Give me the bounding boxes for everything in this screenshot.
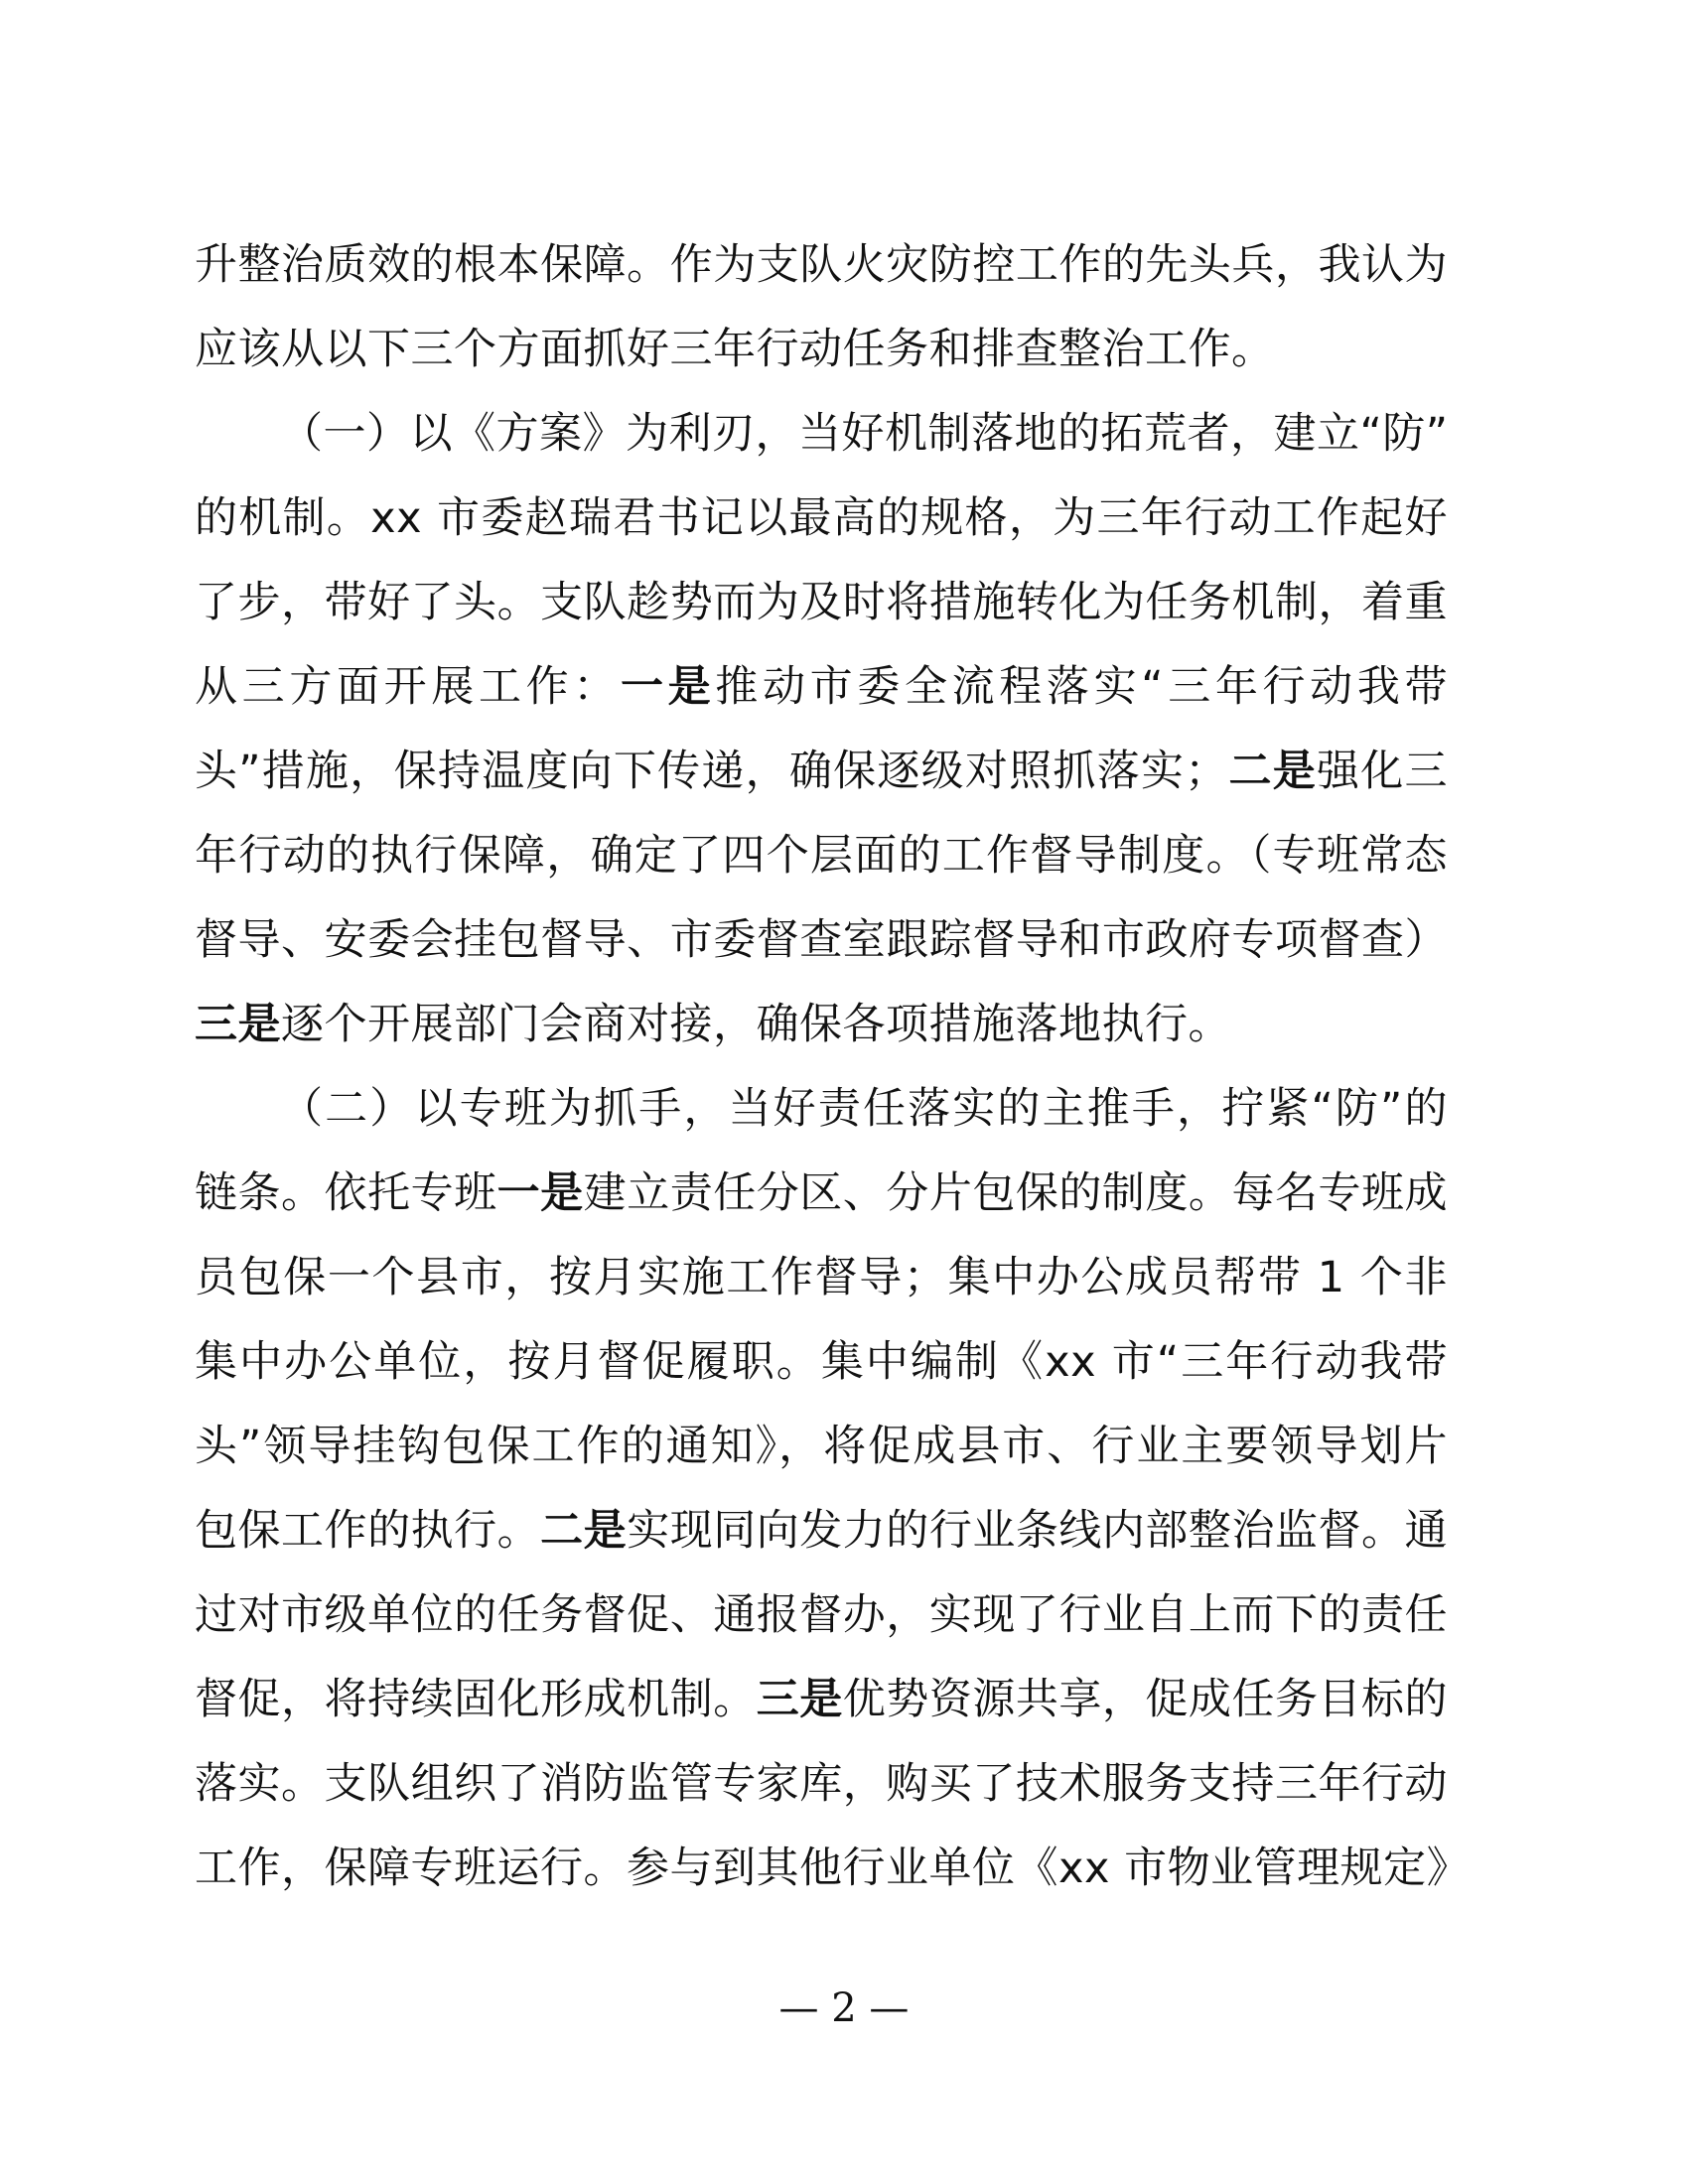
bold-ordinal: 三是 [195, 1000, 281, 1049]
text-segment: 强化三 [1317, 747, 1449, 796]
text-line [195, 1827, 1471, 1911]
page-number: — 2 — [778, 1985, 910, 2031]
text-segment: 头”措施，保持温度向下传递，确保逐级对照抓落实； [195, 747, 1228, 796]
text-line [195, 308, 1448, 392]
text-line [195, 477, 1448, 561]
text-segment: 过对市级单位的任务督促、通报督办，实现了行业自上而下的责任 [195, 1590, 1448, 1640]
bold-ordinal: 一是 [620, 662, 716, 712]
text-line [195, 1320, 1448, 1405]
text-line [195, 730, 1448, 814]
text-line [195, 898, 1448, 983]
text-segment: 督促，将持续固化形成机制。 [195, 1675, 757, 1724]
bold-ordinal: 二是 [1227, 747, 1317, 796]
text-line [195, 223, 1448, 308]
text-line [195, 645, 1448, 730]
text-segment: 的机制。xx 市委赵瑞君书记以最高的规格，为三年行动工作起好 [195, 493, 1449, 543]
text-segment: 督导、安委会挂包督导、市委督查室跟踪督导和市政府专项督查） [195, 915, 1448, 965]
text-line [195, 1489, 1448, 1573]
text-segment: 链条。依托专班 [195, 1168, 497, 1218]
text-segment: 逐个开展部门会商对接，确保各项措施落地执行。 [281, 1000, 1231, 1049]
text-line [195, 1236, 1448, 1320]
text-segment: 了步，带好了头。支队趁势而为及时将措施转化为任务机制，着重 [195, 578, 1448, 627]
text-line [195, 561, 1448, 645]
text-segment: 集中办公单位，按月督促履职。集中编制《xx 市“三年行动我带 [195, 1337, 1448, 1387]
text-segment: 头”领导挂钩包保工作的通知》，将促成县市、行业主要领导划片 [195, 1422, 1448, 1471]
document-body [195, 223, 1471, 1911]
text-line [195, 814, 1448, 898]
text-line [195, 1742, 1448, 1827]
bold-ordinal: 二是 [540, 1506, 628, 1556]
text-segment: 从三方面开展工作： [195, 662, 621, 712]
text-line [195, 1152, 1448, 1236]
text-segment: （二）以专班为抓手，当好责任落实的主推手，拧紧“防”的 [280, 1084, 1448, 1134]
text-line [195, 1405, 1448, 1489]
text-segment: 年行动的执行保障，确定了四个层面的工作督导制度。（专班常态 [195, 831, 1448, 881]
text-segment: 推动市委全流程落实“三年行动我带 [715, 662, 1449, 712]
text-segment: 建立责任分区、分片包保的制度。每名专班成 [583, 1168, 1449, 1218]
bold-ordinal: 一是 [496, 1168, 584, 1218]
bold-ordinal: 三是 [756, 1675, 843, 1724]
text-segment: 包保工作的执行。 [195, 1506, 541, 1556]
text-segment: 优势资源共享，促成任务目标的 [842, 1675, 1449, 1724]
text-segment: 工作，保障专班运行。参与到其他行业单位《xx 市物业管理规定》 [195, 1843, 1471, 1893]
text-line [195, 1067, 1448, 1152]
text-segment: 应该从以下三个方面抓好三年行动任务和排查整治工作。 [195, 325, 1275, 374]
text-segment: 落实。支队组织了消防监管专家库，购买了技术服务支持三年行动 [195, 1759, 1448, 1809]
text-segment: 实现同向发力的行业条线内部整治监督。通 [627, 1506, 1449, 1556]
text-segment: 员包保一个县市，按月实施工作督导；集中办公成员帮带 1 个非 [195, 1253, 1448, 1302]
text-segment: （一）以《方案》为利刃，当好机制落地的拓荒者，建立“防” [280, 409, 1449, 459]
text-line [195, 983, 1448, 1067]
text-segment: 升整治质效的根本保障。作为支队火灾防控工作的先头兵，我认为 [195, 240, 1448, 290]
text-line [195, 1658, 1448, 1742]
text-line [195, 1573, 1448, 1658]
text-line [195, 392, 1448, 477]
